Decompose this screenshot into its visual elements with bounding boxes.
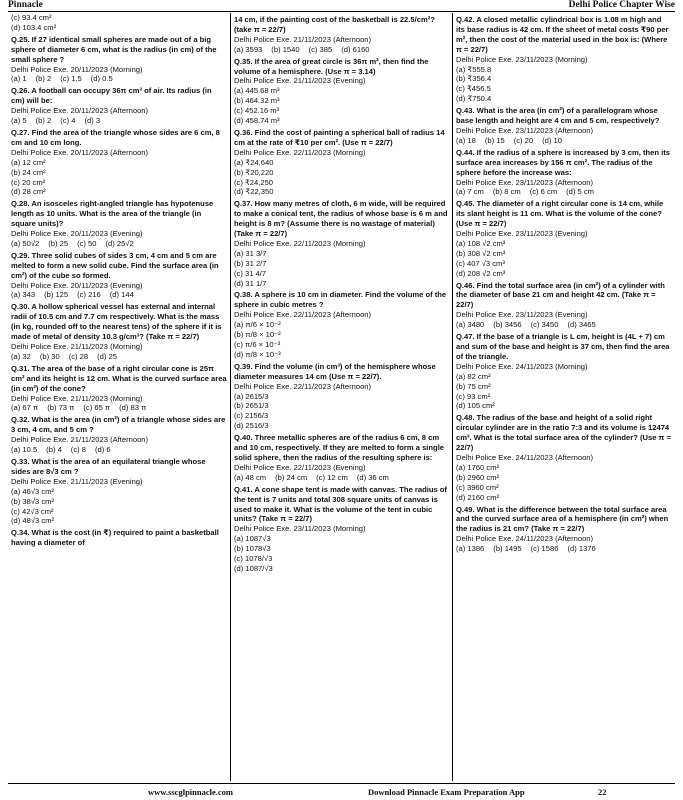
answer-options (11, 116, 227, 126)
answer-options (11, 239, 227, 249)
question-text: Q.47. If the base of a triangle is L cm, height is (4L + 7) cm and sum of the base and height is 37 cm, then find the area of the triangle. (456, 332, 670, 361)
question-source: Delhi Police Exe. 23/11/2023 (Evening) (456, 310, 588, 320)
question-block (456, 505, 671, 555)
question-columns (8, 13, 675, 781)
footer-site[interactable]: www.sscglpinnacle.com (148, 787, 233, 797)
answer-option: (a) 3480 (456, 320, 485, 330)
answer-option: (b) 24 cm (275, 472, 308, 482)
answer-option: (c) 2156/3 (234, 411, 269, 421)
question-source: Delhi Police Exe. 23/11/2023 (Evening) (456, 229, 588, 239)
question-text: Q.44. If the radius of a sphere is increased by 3 cm, then its surface area increases by 156 π cm². The radius of the sphere before the increase was: (456, 147, 670, 177)
question-block (234, 15, 449, 55)
answer-option: (b) ₹20,220 (234, 167, 274, 177)
question-block (11, 13, 227, 33)
question-text: Q.46. Find the total surface area (in cm²) of a cylinder with the diameter of base 21 cm and height 42 cm. (Take π = 22/7) (456, 280, 665, 310)
question-text: Q.30. A hollow spherical vessel has external and internal radii of 10.5 cm and 7.7 cm respectively. What is the mass (in kg, rounded off to the nearest tens) of the sphere if it is made of metal of density 10.3 g/cm³? (Take π = 22/7) (11, 302, 222, 342)
question-block (234, 433, 449, 483)
answer-option: (c) 407 √3 cm³ (456, 258, 505, 268)
question-block (234, 362, 449, 431)
question-block (11, 528, 227, 548)
answer-option: (d) 1376 (567, 544, 596, 554)
answer-option: (b) 308 √2 cm³ (456, 248, 506, 258)
answer-option: (b) 30 (39, 351, 60, 361)
answer-options (234, 158, 449, 198)
question-text: Q.26. A football can occupy 36π cm³ of air. Its radius (in cm) will be: (11, 86, 212, 106)
question-source: Delhi Police Exe. 20/11/2023 (Afternoon) (11, 106, 149, 116)
answer-options (456, 544, 671, 554)
question-block (11, 199, 227, 249)
answer-option: (a) π/6 × 10⁻² (234, 320, 281, 330)
question-text: Q.28. An isosceles right-angled triangle has hypotenuse length as 10 units. What is the area of the triangle (in square units)? (11, 199, 214, 229)
answer-option: (d) 10 (542, 135, 562, 145)
answer-options (456, 463, 671, 503)
answer-options (456, 65, 671, 105)
answer-option: (c) 4 (60, 116, 76, 126)
answer-options (234, 392, 449, 432)
answer-option: (c) 93.4 cm² (11, 13, 52, 22)
answer-option: (c) 28 (68, 351, 89, 361)
question-source: Delhi Police Exe. 22/11/2023 (Morning) (234, 238, 366, 248)
answer-options (234, 249, 449, 289)
answer-option: (b) ₹356.4 (456, 74, 492, 84)
answer-option: (b) 2 (35, 74, 52, 84)
answer-option: (d) 36 cm (356, 472, 389, 482)
answer-option: (c) 93 cm² (456, 391, 491, 401)
question-text: Q.49. What is the difference between the total surface area and the curved surface area of a hemisphere (in cm²) when the radius is 21 cm? (Take π = 22/7) (456, 504, 669, 534)
question-block (456, 199, 671, 278)
answer-option: (c) 1586 (530, 544, 559, 554)
question-text: Q.27. Find the area of the triangle whose sides are 6 cm, 8 cm and 10 cm long. (11, 127, 220, 147)
question-source: Delhi Police Exe. 23/11/2023 (Afternoon) (456, 125, 594, 135)
question-source: Delhi Police Exe. 21/11/2023 (Afternoon) (234, 34, 372, 44)
answer-option: (d) 105 cm² (456, 401, 495, 411)
question-text: Q.45. The diameter of a right circular cone is 14 cm, while its slant height is 11 cm. What is the volume of the cone? (Use π = 22/7) (456, 199, 664, 229)
answer-option: (b) 8 cm (492, 187, 521, 197)
question-source: Delhi Police Exe. 21/11/2023 (Afternoon) (11, 435, 149, 445)
question-block (456, 332, 671, 411)
question-block (11, 302, 227, 361)
answer-option: (b) 31 2/7 (234, 258, 267, 268)
answer-option: (b) 1078√3 (234, 544, 271, 554)
answer-option: (a) 445.68 m³ (234, 86, 280, 96)
question-text: Q.39. Find the volume (in cm³) of the hemisphere whose diameter measures 14 cm (Use π = 22/7). (234, 361, 436, 381)
answer-option: (c) ₹456.5 (456, 84, 491, 94)
question-text: 14 cm, if the painting cost of the basketball is 22.5/cm²? (take π = 22/7) (234, 15, 435, 34)
question-block (11, 251, 227, 301)
answer-option: (b) 38√3 cm² (11, 496, 54, 506)
question-block (11, 457, 227, 526)
question-source: Delhi Police Exe. 23/11/2023 (Morning) (234, 524, 366, 534)
answer-option: (a) 108 √2 cm³ (456, 238, 506, 248)
answer-option: (a) 12 cm² (11, 157, 46, 167)
answer-option: (c) 8 (70, 445, 86, 455)
question-text: Q.34. What is the cost (in ₹) required to paint a basketball having a diameter of (11, 528, 219, 548)
question-text: Q.35. If the area of great circle is 36π m², then find the volume of a hemisphere. (Use π = 3.14) (234, 56, 429, 76)
question-block (456, 15, 671, 104)
answer-option: (d) 6160 (341, 44, 370, 54)
answer-option: (a) 5 (11, 116, 27, 126)
question-source: Delhi Police Exe. 22/11/2023 (Afternoon) (234, 310, 372, 320)
question-source: Delhi Police Exe. 21/11/2023 (Evening) (234, 76, 366, 86)
answer-option: (d) 0.5 (90, 74, 113, 84)
answer-option: (a) 67 π (11, 403, 39, 413)
question-block (11, 364, 227, 414)
answer-option: (c) 20 (513, 135, 534, 145)
answer-option: (d) 83 π (119, 403, 147, 413)
question-block (456, 281, 671, 331)
question-source: Delhi Police Exe. 20/11/2023 (Evening) (11, 280, 143, 290)
answer-options (11, 445, 227, 455)
question-source: Delhi Police Exe. 24/11/2023 (Morning) (456, 361, 588, 371)
answer-option: (c) π/6 × 10⁻³ (234, 340, 281, 349)
answer-option: (a) 50√2 (11, 238, 40, 248)
column-1 (8, 13, 230, 781)
answer-option: (b) 25 (48, 238, 69, 248)
answer-option: (d) 25 (97, 351, 117, 361)
answer-option: (c) 3960 cm² (456, 482, 499, 492)
question-source: Delhi Police Exe. 24/11/2023 (Afternoon) (456, 534, 594, 544)
question-text: Q.38. A sphere is 10 cm in diameter. Find the volume of the sphere in cubic metres ? (234, 290, 447, 310)
answer-option: (b) 75 cm² (456, 381, 491, 391)
answer-option: (c) 50 (77, 238, 97, 248)
answer-option: (a) 2615/3 (234, 391, 269, 401)
question-source: Delhi Police Exe. 20/11/2023 (Evening) (11, 229, 143, 239)
answer-option: (d) 144 (109, 290, 134, 300)
answer-option: (a) 18 (456, 135, 476, 145)
header-brand: Pinnacle (8, 0, 43, 10)
answer-option: (a) 7 cm (456, 187, 484, 197)
answer-options (11, 158, 227, 198)
answer-option: (c) 1.5 (60, 74, 82, 84)
answer-options (11, 487, 227, 527)
answer-option: (b) 3456 (493, 320, 522, 330)
question-block (456, 106, 671, 146)
answer-options (456, 239, 671, 279)
question-source: Delhi Police Exe. 21/11/2023 (Evening) (11, 476, 143, 486)
question-text: Q.32. What is the area (in cm²) of a triangle whose sides are 3 cm, 4 cm, and 5 cm ? (11, 415, 226, 435)
answer-option: (d) 3465 (567, 320, 596, 330)
answer-option: (b) 4 (46, 445, 62, 455)
answer-option: (d) 48√3 cm² (11, 516, 54, 526)
answer-options (11, 74, 227, 84)
question-block (11, 86, 227, 126)
answer-options (234, 86, 449, 126)
answer-option: (d) 1087/√3 (234, 563, 273, 573)
answer-options (456, 320, 671, 330)
answer-option: (a) 1087√3 (234, 534, 271, 544)
answer-option: (d) ₹750.4 (456, 94, 492, 104)
answer-options (11, 290, 227, 300)
answer-option: (c) ₹24,250 (234, 177, 274, 187)
answer-option: (b) 24 cm² (11, 167, 46, 177)
answer-option: (c) 3450 (530, 320, 559, 330)
answer-option: (d) 6 (94, 445, 111, 455)
question-block (456, 148, 671, 198)
answer-option: (b) 15 (484, 135, 505, 145)
answer-option: (a) 82 cm² (456, 371, 491, 381)
answer-options (234, 320, 449, 360)
question-text: Q.40. Three metallic spheres are of the radius 6 cm, 8 cm and 10 cm, respectively. If they are melted to form a single solid sphere, then the radius of the resulting sphere is: (234, 433, 445, 462)
question-block (234, 485, 449, 574)
question-text: Q.25. If 27 identical small spheres are made out of a big sphere of diameter 6 cm, what is the radius (in cm) of the small sphere ? (11, 34, 217, 64)
question-text: Q.36. Find the cost of painting a spherical ball of radius 14 cm at the rate of ₹10 per cm². (Use π = 22/7) (234, 127, 445, 147)
question-block (11, 415, 227, 455)
question-source: Delhi Police Exe. 21/11/2023 (Morning) (11, 342, 143, 351)
question-source: Delhi Police Exe. 21/11/2023 (Morning) (11, 393, 143, 403)
answer-option: (d) π/8 × 10⁻³ (234, 349, 281, 359)
answer-option: (c) 65 π (83, 403, 111, 413)
answer-option: (b) 464.32 m³ (234, 96, 280, 106)
answer-option: (c) 42√3 cm² (11, 506, 54, 516)
answer-option: (d) 31 1/7 (234, 278, 267, 288)
answer-options (234, 45, 449, 55)
question-text: Q.37. How many metres of cloth, 6 m wide, will be required to make a conical tent, the radius of whose base is 6 m and height is 8 m? (Assume there is no wastage of material) (Take π = 22/7) (234, 199, 448, 239)
question-block (234, 290, 449, 359)
answer-options (234, 473, 449, 483)
answer-option: (d) 3 (84, 116, 101, 126)
question-source: Delhi Police Exe. 24/11/2023 (Afternoon) (456, 452, 594, 462)
answer-option: (a) 48 cm (234, 472, 267, 482)
answer-option: (a) ₹24,640 (234, 157, 274, 167)
answer-options (11, 352, 227, 362)
question-text: Q.48. The radius of the base and height of a solid right circular cylinder are in the ratio 7:3 and its volume is 12474 cm³. What is the total surface area of the cylinder? (Use π = 22/7) (456, 413, 671, 453)
column-2 (230, 13, 452, 781)
answer-option: (b) 125 (44, 290, 69, 300)
answer-option: (d) 25√2 (105, 238, 134, 248)
question-block (11, 35, 227, 85)
question-text: Q.29. Three solid cubes of sides 3 cm, 4 cm and 5 cm are melted to form a new solid cube. Find the surface area (in cm²) of the cube so formed. (11, 250, 219, 280)
answer-option: (c) 1078/√3 (234, 554, 273, 564)
question-text: Q.31. The area of the base of a right circular cone is 25π cm² and its height is 12 cm. What is the curved surface area (in cm²) of the cone? (11, 363, 227, 393)
answer-option: (a) 1760 cm² (456, 462, 500, 472)
answer-option: (b) 2 (35, 116, 52, 126)
question-block (234, 199, 449, 288)
question-block (456, 413, 671, 502)
answer-option: (b) 73 π (47, 403, 75, 413)
page-footer (8, 783, 675, 797)
answer-option: (d) 208 √2 cm³ (456, 268, 506, 278)
answer-option: (c) 6 cm (529, 187, 558, 197)
header-title: Delhi Police Chapter Wise (568, 0, 675, 10)
question-block (234, 57, 449, 126)
answer-option: (c) 20 cm² (11, 177, 46, 187)
answer-option: (a) 1386 (456, 544, 485, 554)
answer-option: (c) 31 4/7 (234, 268, 267, 278)
question-source: Delhi Police Exe. 22/11/2023 (Morning) (234, 147, 366, 157)
answer-options (456, 136, 671, 146)
answer-option: (d) 103.4 cm² (11, 22, 57, 32)
answer-option: (d) 2516/3 (234, 421, 269, 431)
question-source: Delhi Police Exe. 23/11/2023 (Afternoon) (456, 177, 594, 187)
answer-options (456, 187, 671, 197)
question-block (11, 128, 227, 197)
answer-option: (c) 12 cm (316, 472, 348, 482)
answer-option: (b) 1495 (493, 544, 522, 554)
question-source: Delhi Police Exe. 23/11/2023 (Morning) (456, 54, 588, 64)
answer-option: (a) 32 (11, 351, 31, 361)
answer-options (456, 372, 671, 412)
answer-option: (a) 46√3 cm² (11, 486, 54, 496)
answer-option: (d) 28 cm² (11, 187, 46, 197)
answer-option: (b) 1540 (271, 44, 300, 54)
answer-option: (d) ₹22,350 (234, 187, 274, 197)
question-text: Q.41. A cone shape tent is made with canvas. The radius of the tent is 7 units and total 308 square units of canvas is used to make it. What is the volume of the tent in cubic units? (Take π = 22/7) (234, 484, 447, 524)
question-block (234, 128, 449, 197)
column-3 (452, 13, 674, 781)
question-text: Q.33. What is the area of an equilateral triangle whose sides are 8√3 cm ? (11, 456, 206, 476)
question-text: Q.42. A closed metallic cylindrical box is 1.08 m high and its base radius is 42 cm. If the sheet of metal costs ₹90 per m², then the cost of the material used in the box is: (Where π = 22/7) (456, 15, 669, 54)
answer-option: (a) 10.5 (11, 445, 38, 455)
answer-option: (c) 216 (77, 290, 101, 300)
question-source: Delhi Police Exe. 22/11/2023 (Afternoon) (234, 381, 372, 391)
answer-option: (a) 3593 (234, 44, 263, 54)
answer-option: (a) 343 (11, 290, 36, 300)
answer-option: (d) 458.74 m³ (234, 116, 280, 126)
answer-option: (a) 1 (11, 74, 27, 84)
question-source: Delhi Police Exe. 20/11/2023 (Morning) (11, 64, 143, 74)
footer-app: Download Pinnacle Exam Preparation App (368, 787, 525, 797)
answer-option: (a) ₹555.8 (456, 64, 492, 74)
answer-option: (c) 452.16 m³ (234, 106, 280, 116)
answer-option: (d) 2160 cm² (456, 492, 500, 502)
answer-options (11, 13, 227, 33)
answer-option: (c) 385 (308, 44, 333, 54)
answer-option: (a) 31 3/7 (234, 248, 267, 258)
answer-options (234, 534, 449, 574)
answer-option: (b) 2651/3 (234, 401, 269, 411)
question-source: Delhi Police Exe. 22/11/2023 (Evening) (234, 462, 366, 472)
answer-option: (d) 5 cm (566, 187, 594, 197)
answer-option: (b) 2960 cm² (456, 472, 500, 482)
answer-option: (b) π/8 × 10⁻² (234, 330, 281, 340)
question-source: Delhi Police Exe. 20/11/2023 (Afternoon) (11, 147, 149, 157)
page-header (8, 0, 675, 12)
page-number: 22 (598, 787, 607, 797)
question-text: Q.43. What is the area (in cm²) of a parallelogram whose base length and height are 4 cm and 5 cm, respectively? (456, 106, 660, 126)
answer-options (11, 403, 227, 413)
